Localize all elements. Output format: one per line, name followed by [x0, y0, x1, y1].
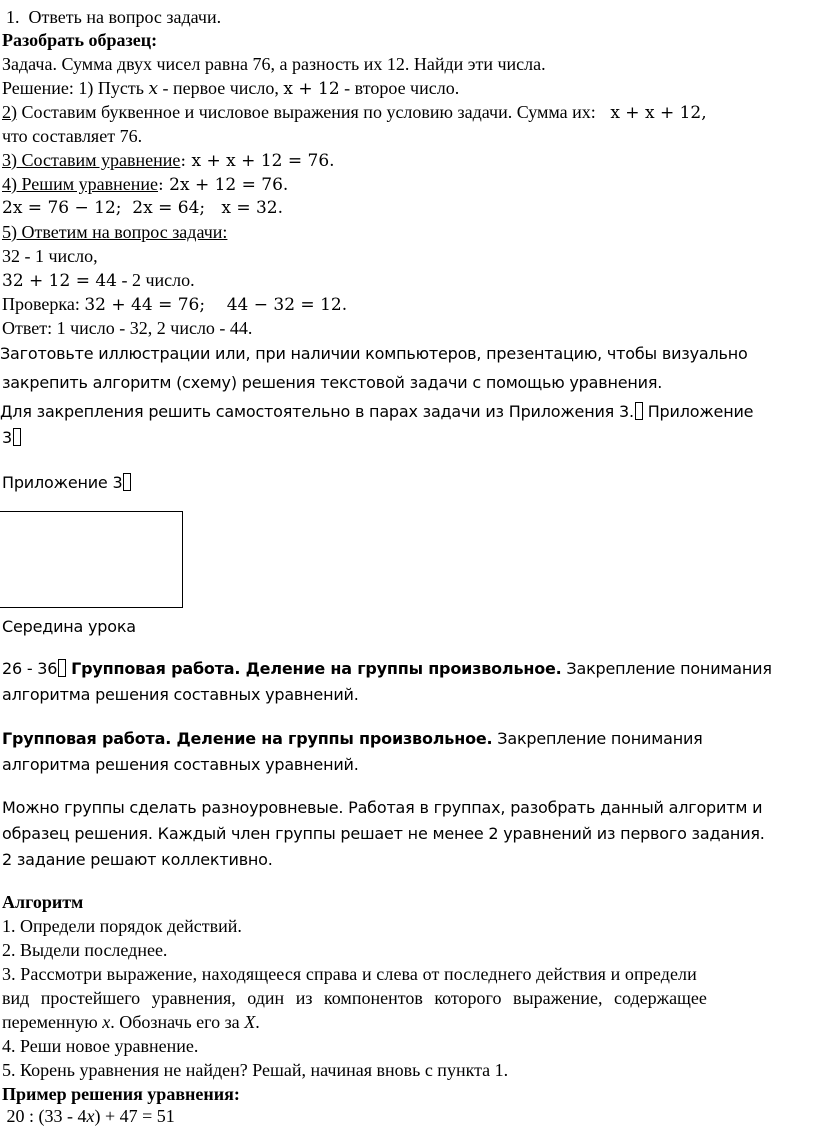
solution-step-2: 2) Составим буквенное и числовое выражения по условию задачи. Сумма их: x + x + 12, [2, 102, 707, 123]
task-heading-text: Ответь на вопрос задачи. [28, 7, 222, 27]
image-placeholder-box [0, 511, 183, 608]
missing-glyph-icon [123, 473, 131, 491]
middle-of-lesson-label: Середина урока [2, 617, 136, 636]
appendix-label: Приложение 3 [2, 470, 131, 496]
solution-step-2-cont: что составляет 76. [2, 126, 143, 146]
algorithm-step-2: 2. Выдели последнее. [2, 940, 168, 960]
time-range: 26 - 36 [2, 659, 58, 678]
prep-line-2: закрепить алгоритм (схему) решения текстовой задачи с помощью уравнения. [2, 373, 663, 392]
example-equation: 20 : (33 - 4x) + 47 = 51 [2, 1106, 175, 1126]
group-work-2-line-2: алгоритма решения составных уравнений. [2, 755, 359, 774]
solution-step-1: Решение: 1) Пусть x - первое число, x + 12 - второе число. [2, 78, 460, 99]
answer-line-2: 32 + 12 = 44 - 2 число. [2, 270, 195, 291]
problem-text: Задача. Сумма двух чисел равна 76, а разность их 12. Найди эти числа. [2, 54, 546, 74]
prep-line-1: Заготовьте иллюстрации или, при наличии компьютеров, презентацию, чтобы визуально [0, 344, 748, 363]
solution-step-4-calc: 2x = 76 − 12; 2x = 64; x = 32. [2, 198, 284, 218]
check-line: Проверка: 32 + 44 = 76; 44 − 32 = 12. [2, 294, 348, 315]
group-work-2-line-1: Групповая работа. Деление на группы произвольное. Закрепление понимания [2, 729, 703, 748]
answer-line-1: 32 - 1 число, [2, 246, 98, 266]
task-heading [6, 5, 221, 29]
algorithm-step-3a: 3. Рассмотри выражение, находящееся справа и слева от последнего действия и определи [2, 964, 697, 984]
group-note-line-3: 2 задание решают коллективно. [2, 850, 273, 869]
missing-glyph-icon [635, 402, 643, 420]
algorithm-step-3c: переменную x. Обозначь его за X. [2, 1012, 260, 1032]
group-note-line-1: Можно группы сделать разноуровневые. Работая в группах, разобрать данный алгоритм и [2, 798, 763, 817]
task-heading-number: 1. [6, 7, 20, 27]
algorithm-step-3b: вид простейшего уравнения, один из компонентов которого выражение, содержащее [2, 988, 707, 1008]
algorithm-step-1: 1. Определи порядок действий. [2, 916, 242, 936]
solution-step-5: 5) Ответим на вопрос задачи: [2, 222, 228, 242]
missing-glyph-icon [58, 659, 66, 677]
group-work-line-2: алгоритма решения составных уравнений. [2, 685, 359, 704]
prep-line-4: 3 [2, 425, 21, 451]
solution-step-3: 3) Составим уравнение: x + x + 12 = 76. [2, 150, 335, 171]
final-answer: Ответ: 1 число - 32, 2 число - 44. [2, 318, 253, 338]
example-title: Пример решения уравнения: [2, 1084, 240, 1104]
group-note-line-2: образец решения. Каждый член группы решает не менее 2 уравнений из первого задания. [2, 824, 765, 843]
group-work-line-1: 26 - 36 Групповая работа. Деление на группы произвольное. Закрепление понимания [2, 659, 772, 678]
solution-step-4: 4) Решим уравнение: 2x + 12 = 76. [2, 174, 289, 195]
missing-glyph-icon [13, 428, 21, 446]
prep-line-3: Для закрепления решить самостоятельно в парах задачи из Приложения 3. Приложение [0, 402, 754, 421]
algorithm-step-4: 4. Реши новое уравнение. [2, 1036, 199, 1056]
algorithm-title: Алгоритм [2, 892, 84, 912]
sample-title: Разобрать образец: [2, 30, 158, 50]
algorithm-step-5: 5. Корень уравнения не найден? Решай, начиная вновь с пункта 1. [2, 1060, 509, 1080]
